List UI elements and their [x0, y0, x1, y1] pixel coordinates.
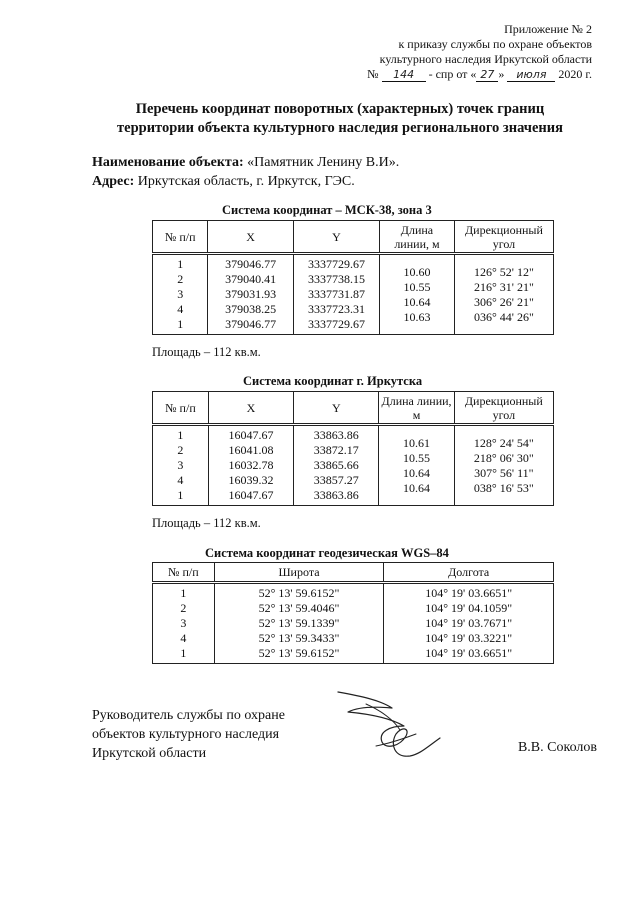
list-item: 128° 24' 54" [473, 435, 534, 450]
list-item: 038° 16' 53" [473, 480, 534, 495]
list-item: 3337738.15 [307, 272, 365, 286]
list-item: 306° 26' 21" [474, 294, 534, 309]
list-item: 33872.17 [313, 443, 359, 457]
msk-col-x [208, 254, 294, 335]
list-item: 3337723.31 [307, 302, 365, 316]
list-item: 4 [177, 302, 184, 316]
signer-position-line-2: объектов культурного наследия [92, 727, 280, 742]
list-item: 33865.66 [313, 458, 359, 472]
list-item: 52° 13' 59.4046" [258, 601, 340, 615]
list-item: 52° 13' 59.1339" [258, 616, 340, 630]
list-item: 1 [180, 646, 187, 660]
list-item: 4 [177, 473, 184, 487]
document-title [40, 100, 639, 138]
irk-header-x: X [208, 392, 293, 425]
signer-position [92, 706, 285, 763]
irk-header-y: Y [294, 392, 379, 425]
irk-col-len [379, 425, 454, 506]
list-item: 104° 19' 03.3221" [425, 631, 513, 645]
list-item: 10.64 [403, 480, 431, 495]
irk-header-len: Длина линии, м [379, 392, 454, 425]
wgs-header-n: № п/п [153, 563, 215, 583]
wgs-header-lon: Долгота [384, 563, 554, 583]
appendix-line-1: Приложение № 2 [504, 22, 592, 36]
list-item: 16047.67 [228, 488, 274, 502]
list-item: 307° 56' 11" [474, 465, 534, 480]
list-item: 52° 13' 59.3433" [258, 631, 340, 645]
irk-col-n [153, 425, 209, 506]
appendix-header [367, 22, 592, 82]
irk-header-dir: Дирекционный угол [454, 392, 553, 425]
list-item: 10.55 [403, 279, 431, 294]
irk-col-dir [454, 425, 553, 506]
order-day-close: » [498, 67, 505, 81]
list-item: 16032.78 [228, 458, 274, 472]
list-item: 218° 06' 30" [473, 450, 534, 465]
list-item: 1 [177, 257, 184, 271]
list-item: 216° 31' 21" [474, 279, 534, 294]
signer-position-line-1: Руководитель службы по охране [92, 708, 285, 723]
order-year: 2020 г. [558, 67, 592, 81]
object-address-value: Иркутская область, г. Иркутск, ГЭС. [137, 174, 355, 189]
list-item: 1 [177, 428, 184, 442]
list-item: 2 [177, 443, 184, 457]
msk-header-x: X [208, 221, 294, 254]
list-item: 036° 44' 26" [474, 309, 534, 324]
msk-header-n: № п/п [153, 221, 208, 254]
list-item: 379046.77 [225, 257, 277, 271]
list-item: 1 [177, 317, 184, 331]
object-address-row [92, 172, 399, 191]
list-item: 3 [177, 287, 184, 301]
order-number-line [367, 67, 592, 82]
list-item: 10.64 [403, 294, 431, 309]
list-item: 16041.08 [228, 443, 274, 457]
list-item: 3 [180, 616, 187, 630]
list-item: 126° 52' 12" [474, 264, 534, 279]
list-item: 4 [180, 631, 187, 645]
wgs-table-title: Система координат геодезическая WGS–84 [205, 546, 449, 560]
list-item: 104° 19' 03.6651" [425, 586, 513, 600]
list-item: 52° 13' 59.6152" [258, 646, 340, 660]
object-info [92, 153, 399, 191]
handwritten-signature-icon [330, 686, 450, 766]
order-date-mid: - спр от « [428, 67, 477, 81]
list-item: 379031.93 [225, 287, 277, 301]
object-name-value: «Памятник Ленину В.И». [247, 155, 400, 170]
msk-col-y [293, 254, 379, 335]
wgs-col-lat [214, 583, 384, 664]
list-item: 3337731.87 [307, 287, 365, 301]
list-item: 379038.25 [225, 302, 277, 316]
irk-coords-table [152, 391, 554, 506]
order-month: июля [507, 69, 555, 82]
signer-name: В.В. Соколов [517, 740, 597, 755]
msk-col-n [153, 254, 208, 335]
irk-col-y [294, 425, 379, 506]
wgs-header-lat: Широта [214, 563, 384, 583]
title-line-1: Перечень координат поворотных (характерных) точек границ [135, 101, 545, 117]
list-item: 2 [180, 601, 187, 615]
list-item: 3337729.67 [307, 317, 365, 331]
order-day: 27 [476, 69, 498, 82]
list-item: 3 [177, 458, 184, 472]
list-item: 104° 19' 03.6651" [425, 646, 513, 660]
list-item: 104° 19' 03.7671" [425, 616, 513, 630]
msk-header-dir: Дирекционный угол [454, 221, 553, 254]
order-number-prefix: № [367, 67, 379, 81]
list-item: 16039.32 [228, 473, 274, 487]
msk-col-len [380, 254, 455, 335]
appendix-line-2: к приказу службы по охране объектов [398, 37, 592, 51]
object-name-label: Наименование объекта: [92, 155, 244, 170]
signer-position-line-3: Иркутской области [92, 746, 207, 761]
list-item: 3337729.67 [307, 257, 365, 271]
irk-header-n: № п/п [153, 392, 209, 425]
list-item: 10.63 [403, 309, 431, 324]
list-item: 33863.86 [313, 488, 359, 502]
object-address-label: Адрес: [92, 174, 135, 189]
list-item: 10.64 [403, 465, 431, 480]
list-item: 33857.27 [313, 473, 359, 487]
title-line-2: территории объекта культурного наследия регионального значения [117, 120, 563, 136]
list-item: 2 [177, 272, 184, 286]
list-item: 10.55 [403, 450, 431, 465]
irk-area: Площадь – 112 кв.м. [152, 516, 261, 530]
appendix-line-3: культурного наследия Иркутской области [379, 52, 592, 66]
msk-header-y: Y [293, 221, 379, 254]
list-item: 379046.77 [225, 317, 277, 331]
list-item: 33863.86 [313, 428, 359, 442]
msk-table-title: Система координат – МСК-38, зона 3 [222, 203, 432, 217]
msk-header-len: Длина линии, м [380, 221, 455, 254]
list-item: 1 [177, 488, 184, 502]
wgs-coords-table [152, 562, 554, 664]
msk-col-dir [454, 254, 553, 335]
wgs-col-lon [384, 583, 554, 664]
list-item: 1 [180, 586, 187, 600]
list-item: 52° 13' 59.6152" [258, 586, 340, 600]
list-item: 10.60 [403, 264, 431, 279]
list-item: 10.61 [403, 435, 431, 450]
msk-area: Площадь – 112 кв.м. [152, 345, 261, 359]
irk-col-x [208, 425, 293, 506]
list-item: 379040.41 [225, 272, 277, 286]
list-item: 16047.67 [228, 428, 274, 442]
wgs-col-n [153, 583, 215, 664]
object-name-row [92, 153, 399, 172]
list-item: 104° 19' 04.1059" [425, 601, 513, 615]
order-number-value: 144 [382, 69, 426, 82]
msk-coords-table [152, 220, 554, 335]
irk-table-title: Система координат г. Иркутска [243, 374, 423, 388]
